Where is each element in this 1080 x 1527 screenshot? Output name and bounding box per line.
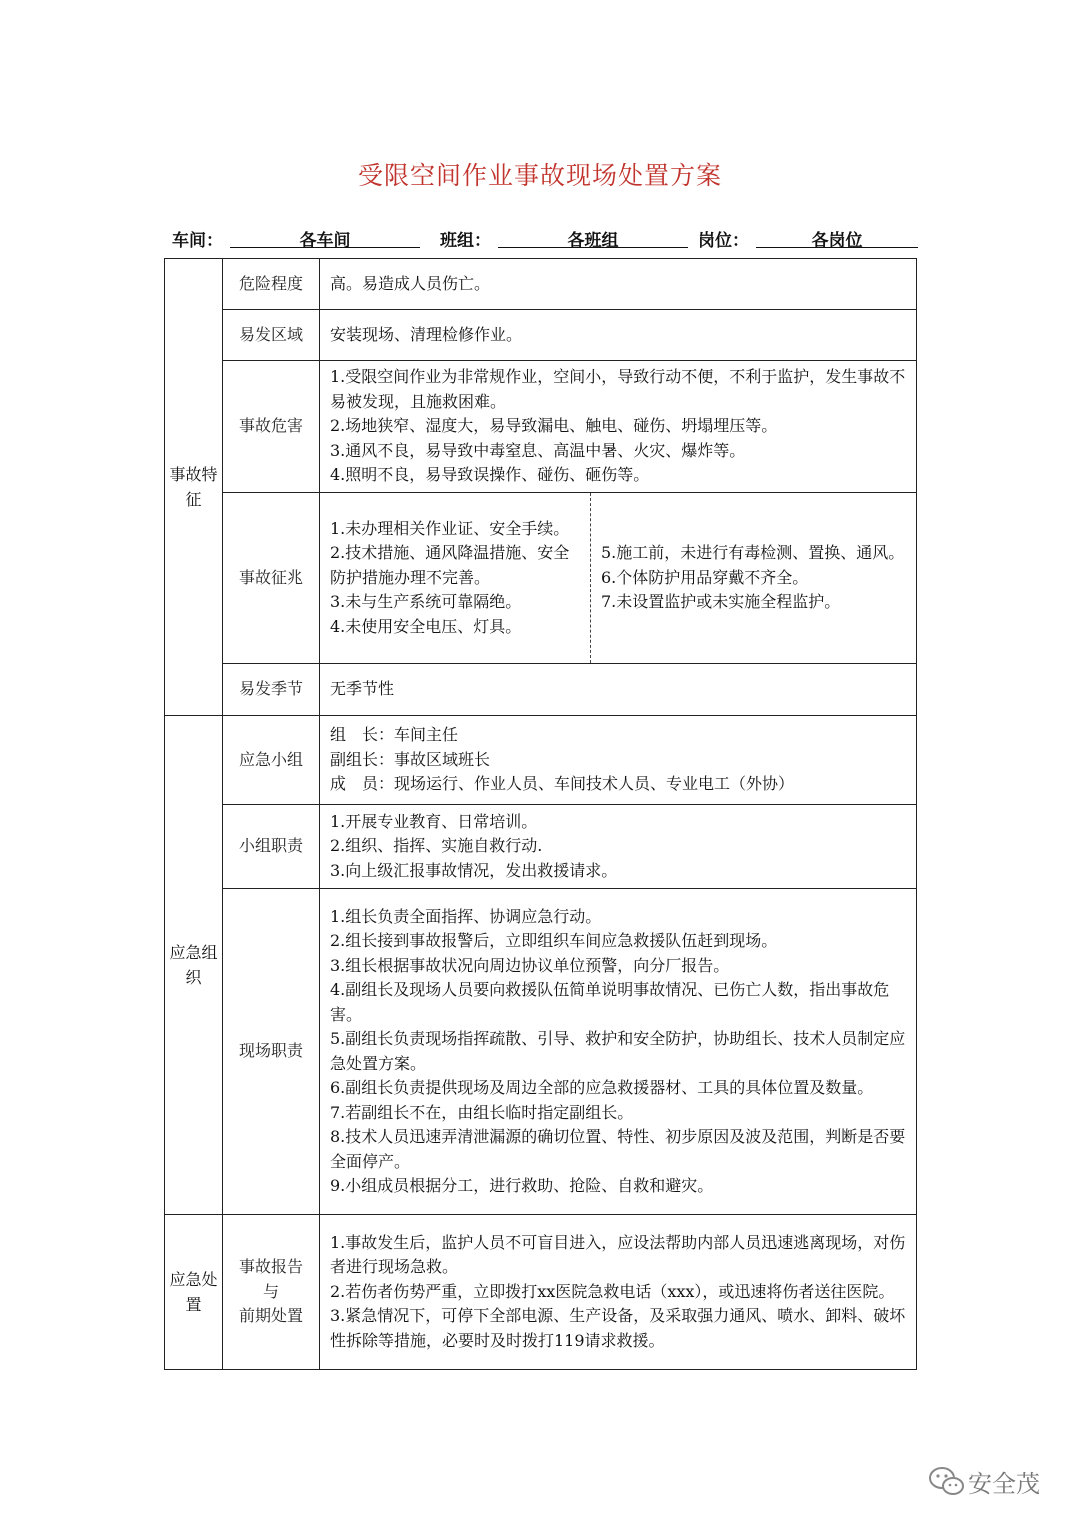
team-member-line: 副组长：事故区域班长 [330, 749, 491, 769]
content-prone-area: 安装现场、清理检修作业。 [320, 310, 917, 361]
row-signs [165, 493, 917, 664]
label-emergency-team: 应急小组 [223, 716, 320, 805]
watermark [928, 1463, 1053, 1499]
workshop-value: 各车间 [230, 226, 420, 248]
sign-item: 7.未设置监护或未实施全程监护。 [601, 592, 841, 612]
label-signs: 事故征兆 [223, 493, 320, 664]
signs-left-column [320, 493, 591, 663]
label-danger-level: 危险程度 [223, 259, 320, 310]
handling-item: 3.紧急情况下，可停下全部电源、生产设备，及采取强力通风、喷水、卸料、破坏性拆除等措施，必要时及时拨打119请求救援。 [330, 1306, 906, 1350]
team-value: 各班组 [498, 226, 688, 248]
disposal-plan-table [164, 258, 917, 1370]
label-team-duties: 小组职责 [223, 805, 320, 889]
site-duty-item: 8.技术人员迅速弄清泄漏源的确切位置、特性、初步原因及波及范围，判断是否要全面停产。 [330, 1127, 906, 1171]
row-prone-area [165, 310, 917, 361]
site-duty-item: 2.组长接到事故报警后，立即组织车间应急救援队伍赶到现场。 [330, 931, 778, 950]
row-team-duties [165, 805, 917, 889]
team-label: 班组： [440, 231, 491, 251]
duty-item: 1.开展专业教育、日常培训。 [330, 811, 538, 831]
header-fields [172, 224, 918, 250]
workshop-label: 车间： [172, 231, 223, 251]
wechat-icon [928, 1465, 966, 1497]
handling-item: 2.若伤者伤势严重，立即拨打xx医院急救电话（xxx），或迅速将伤者送往医院。 [330, 1281, 895, 1301]
team-member-line: 成 员：现场运行、作业人员、车间技术人员、专业电工（外协） [330, 774, 795, 794]
label-site-duties: 现场职责 [223, 889, 320, 1215]
row-danger-level [165, 259, 917, 310]
sign-item: 5.施工前，未进行有毒检测、置换、通风。 [601, 543, 905, 563]
content-report-handling [320, 1215, 917, 1370]
content-signs [320, 493, 917, 664]
section-emergency-handling: 应急处置 [165, 1215, 223, 1370]
site-duty-item: 1.组长负责全面指挥、协调应急行动。 [330, 906, 602, 926]
content-season: 无季节性 [320, 664, 917, 716]
row-season [165, 664, 917, 716]
site-duty-item: 3.组长根据事故状况向周边协议单位预警，向分厂报告。 [330, 955, 730, 975]
label-season: 易发季节 [223, 664, 320, 716]
handling-item: 1.事故发生后，监护人员不可盲目进入，应设法帮助内部人员迅速逃离现场，对伤者进行现场急救。 [330, 1232, 906, 1277]
signs-right-column [591, 493, 917, 663]
hazard-item: 1.受限空间作业为非常规作业，空间小，导致行动不便，不利于监护，发生事故不易被发现，且施救困难。 [330, 367, 906, 411]
row-hazards [165, 361, 917, 493]
site-duty-item: 5.副组长负责现场指挥疏散、引导、救护和安全防护，协助组长、技术人员制定应急处置方案。 [330, 1029, 906, 1073]
content-danger-level: 高。易造成人员伤亡。 [320, 259, 917, 310]
site-duty-item: 9.小组成员根据分工，进行救助、抢险、自救和避灾。 [330, 1176, 714, 1195]
duty-item: 2.组织、指挥、实施自救行动. [330, 836, 543, 856]
hazard-item: 4.照明不良，易导致误操作、碰伤、砸伤等。 [330, 465, 650, 485]
post-label: 岗位： [698, 231, 749, 251]
document-title: 受限空间作业事故现场处置方案 [357, 161, 722, 190]
sign-item: 4.未使用安全电压、灯具。 [330, 616, 522, 636]
content-hazards [320, 361, 917, 493]
section-accident-features: 事故特征 [165, 259, 223, 716]
sign-item: 1.未办理相关作业证、安全手续。 [330, 518, 570, 538]
sign-item: 6.个体防护用品穿戴不齐全。 [601, 567, 809, 587]
content-site-duties [320, 889, 917, 1215]
sign-item: 2.技术措施、通风降温措施、安全防护措施办理不完善。 [330, 543, 570, 587]
watermark-text: 安全茂 [968, 1470, 1040, 1498]
section-emergency-org: 应急组织 [165, 716, 223, 1215]
row-site-duties [165, 889, 917, 1215]
site-duty-item: 7.若副组长不在，由组长临时指定副组长。 [330, 1102, 634, 1122]
duty-item: 3.向上级汇报事故情况，发出救援请求。 [330, 860, 618, 880]
site-duty-item: 4.副组长及现场人员要向救援队伍简单说明事故情况、已伤亡人数，指出事故危害。 [330, 980, 890, 1024]
hazard-item: 3.通风不良，易导致中毒窒息、高温中暑、火灾、爆炸等。 [330, 440, 746, 460]
row-report-handling [165, 1215, 917, 1370]
label-hazards: 事故危害 [223, 361, 320, 493]
site-duty-item: 6.副组长负责提供现场及周边全部的应急救援器材、工具的具体位置及数量。 [330, 1078, 874, 1097]
team-member-line: 组 长：车间主任 [330, 725, 459, 745]
sign-item: 3.未与生产系统可靠隔绝。 [330, 592, 522, 612]
label-prone-area: 易发区域 [223, 310, 320, 361]
post-value: 各岗位 [756, 226, 918, 248]
label-report-handling: 事故报告 与 前期处置 [223, 1215, 320, 1370]
content-emergency-team [320, 716, 917, 805]
content-team-duties [320, 805, 917, 889]
row-emergency-team [165, 716, 917, 805]
hazard-item: 2.场地狭窄、湿度大，易导致漏电、触电、碰伤、坍塌埋压等。 [330, 416, 778, 436]
signs-split-table [320, 493, 916, 663]
